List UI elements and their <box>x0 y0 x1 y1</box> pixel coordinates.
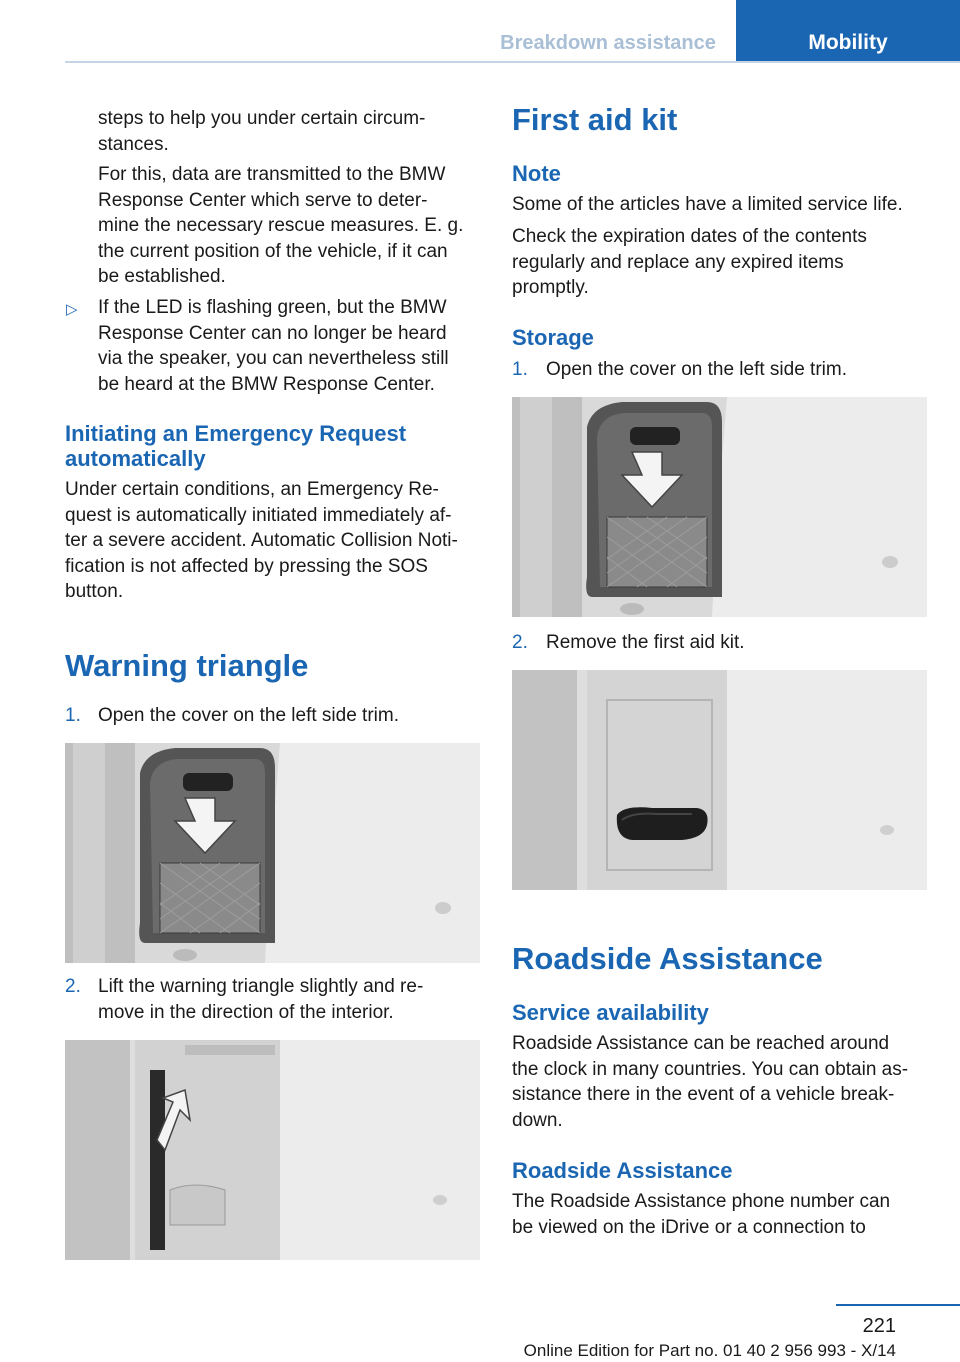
service-availability-paragraph: Roadside Assistance can be reached around the clock in many countries. You can obtain as- sistance there in the event of a vehicle break- down. <box>512 1033 909 1131</box>
heading-roadside-assistance-2: Roadside Assistance <box>512 1158 733 1183</box>
led-bullet-item: If the LED is flashing green, but the BMW Response Center can no longer be heard via the speaker, you can nevertheless still be heard at the BMW Response Center. <box>98 297 449 395</box>
figure-left-side-trim-cover <box>65 743 480 963</box>
heading-roadside-assistance: Roadside Assistance <box>512 941 823 976</box>
running-header-section: Breakdown assistance <box>500 32 716 54</box>
footer-rule <box>836 1304 960 1306</box>
figure-first-aid-kit-removal <box>512 670 927 890</box>
note-paragraph-1: Some of the articles have a limited service life. <box>512 194 903 215</box>
transmission-paragraph: For this, data are transmitted to the BMW Response Center which serve to deter- mine the necessary rescue measures. E. g. the current position of the vehicle, if it can be established. <box>98 164 464 287</box>
roadside-phone-paragraph: The Roadside Assistance phone number can be viewed on the iDrive or a connection to <box>512 1191 891 1238</box>
storage-step-1: Open the cover on the left side trim. <box>546 359 847 380</box>
triangle-right-icon: ▷ <box>66 301 78 318</box>
running-header-chapter: Mobility <box>736 0 960 62</box>
figure-warning-triangle-removal <box>65 1040 480 1260</box>
note-paragraph-2: Check the expiration dates of the contents regularly and replace any expired items promptly. <box>512 226 867 298</box>
heading-note: Note <box>512 161 561 186</box>
step-number: 2. <box>65 976 81 997</box>
figure-first-aid-cover <box>512 397 927 617</box>
header-rule <box>65 61 960 63</box>
step-number: 1. <box>512 359 528 380</box>
step-number: 2. <box>512 632 528 653</box>
heading-service-availability: Service availability <box>512 1000 709 1025</box>
warning-step-2: Lift the warning triangle slightly and re- move in the direction of the interior. <box>98 976 424 1023</box>
warning-step-1: Open the cover on the left side trim. <box>98 705 399 726</box>
heading-storage: Storage <box>512 325 594 350</box>
heading-initiating-automatically: Initiating an Emergency Request automatically <box>65 421 407 471</box>
heading-first-aid-kit: First aid kit <box>512 102 678 137</box>
footer-edition: Online Edition for Part no. 01 40 2 956 993 - X/14 <box>523 1341 896 1360</box>
heading-warning-triangle: Warning triangle <box>65 648 309 683</box>
automatic-request-paragraph: Under certain conditions, an Emergency Re- quest is automatically initiated immediately af- ter a severe accident. Automatic Collision Noti- fication is not affected by pressing the SOS button. <box>65 479 458 602</box>
storage-step-2: Remove the first aid kit. <box>546 632 745 653</box>
intro-paragraph: steps to help you under certain circum- stances. <box>98 108 426 155</box>
page-number: 221 <box>862 1315 896 1337</box>
step-number: 1. <box>65 705 81 726</box>
